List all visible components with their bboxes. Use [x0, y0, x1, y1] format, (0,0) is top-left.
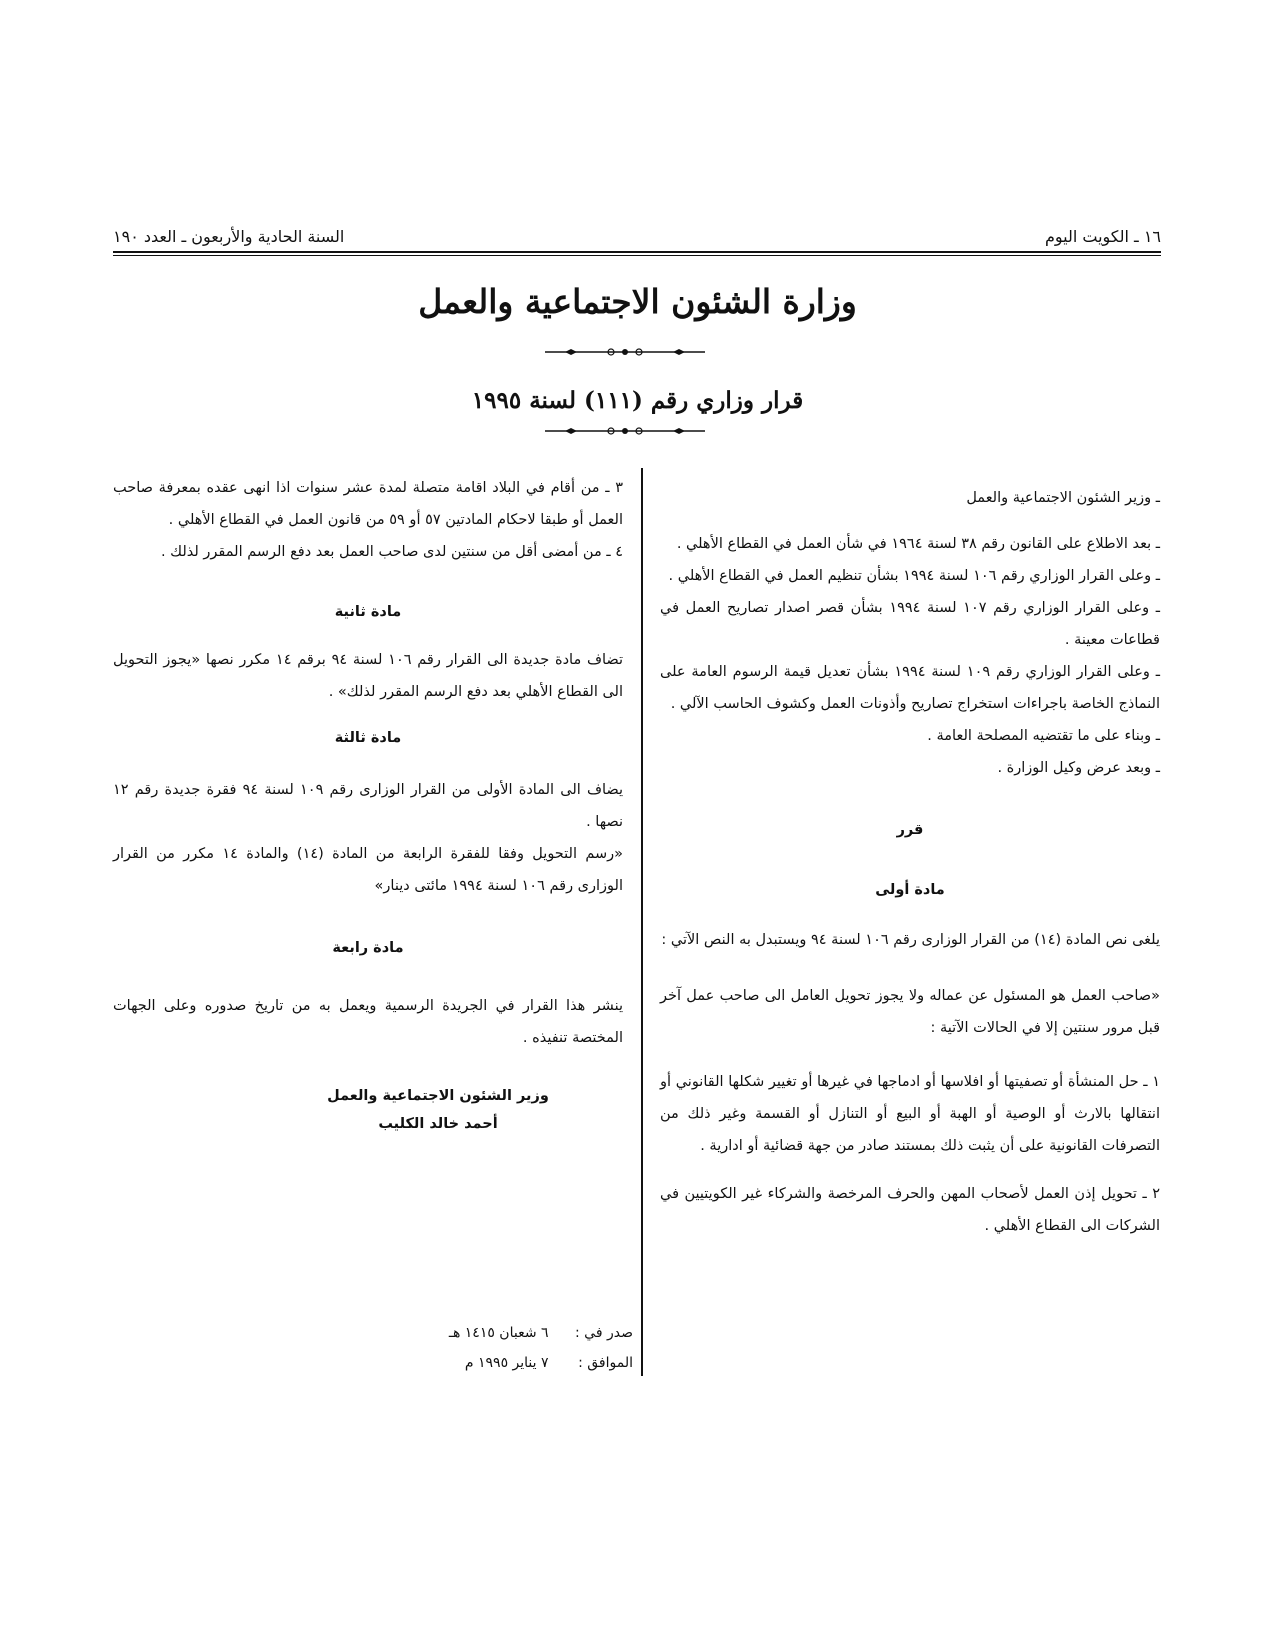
- ornament-divider-top: [545, 347, 705, 357]
- signature-block: [113, 1082, 623, 1138]
- case-item: ٢ ـ تحويل إذن العمل لأصحاب المهن والحرف المرخصة والشركاء غير الكويتيين في الشركات الى القطاع الأهلي .: [660, 1186, 1160, 1234]
- case-item: ٣ ـ من أقام في البلاد اقامة متصلة لمدة عشر سنوات اذا انهى عقده بمعرفة صاحب العمل أو طبقا لاحكام المادتين ٥٧ أو ٥٩ من قانون العمل في القطاع الأهلي .: [113, 480, 623, 528]
- article-two-heading: مادة ثانية: [334, 604, 402, 620]
- left-column: [113, 472, 623, 1138]
- signature-name: أحمد خالد الكليب: [378, 1116, 498, 1132]
- header-issue-info: السنة الحادية والأربعون ـ العدد ١٩٠: [113, 227, 345, 246]
- article-one-heading: مادة أولى: [875, 882, 945, 898]
- article-three-quote: «رسم التحويل وفقا للفقرة الرابعة من المادة (١٤) والمادة ١٤ مكرر من القرار الوزارى رقم ١٠٦ لسنة ١٩٩٤ مائتى دينار»: [113, 846, 623, 894]
- article-one-quote: «صاحب العمل هو المسئول عن عماله ولا يجوز تحويل العامل الى صاحب عمل آخر قبل مرور سنتين إلا في الحالات الآتية :: [660, 988, 1160, 1036]
- preamble-item: ـ وعلى القرار الوزاري رقم ١٠٦ لسنة ١٩٩٤ بشأن تنظيم العمل في القطاع الأهلي .: [668, 568, 1160, 584]
- article-two-text: تضاف مادة جديدة الى القرار رقم ١٠٦ لسنة ٩٤ برقم ١٤ مكرر نصها «يجوز التحويل الى القطاع الأهلي بعد دفع الرسم المقرر لذلك» .: [113, 652, 624, 700]
- preamble-item: ـ وعلى القرار الوزاري رقم ١٠٧ لسنة ١٩٩٤ بشأن قصر اصدار تصاريح العمل في قطاعات معينة .: [660, 600, 1160, 648]
- preamble-item: ـ وبعد عرض وكيل الوزارة .: [997, 760, 1160, 776]
- preamble-item: ـ وبناء على ما تقتضيه المصلحة العامة .: [927, 728, 1160, 744]
- header-page-info: ١٦ ـ الكويت اليوم: [1044, 227, 1161, 246]
- article-three-text: يضاف الى المادة الأولى من القرار الوزارى رقم ١٠٩ لسنة ٩٤ فقرة جديدة رقم ١٢ نصها .: [113, 782, 624, 830]
- corresponding-label: الموافق :: [578, 1355, 633, 1371]
- issued-label: صدر في :: [575, 1325, 633, 1341]
- corresponding-value: ٧ يناير ١٩٩٥ م: [464, 1355, 549, 1371]
- article-four-heading: مادة رابعة: [332, 940, 404, 956]
- preamble-minister: ـ وزير الشئون الاجتماعية والعمل: [966, 490, 1160, 506]
- ministry-title: وزارة الشئون الاجتماعية والعمل: [418, 282, 857, 321]
- case-item: ١ ـ حل المنشأة أو تصفيتها أو افلاسها أو ادماجها في غيرها أو تغيير شكلها القانوني أو انتقالها بالارث أو الوصية أو الهبة أو البيع أو التنازل أو القسمة وغير ذلك من التصرفات القانونية على أن يثبت ذلك بمستند صادر من جهة قضائية أو ادارية .: [660, 1074, 1160, 1154]
- right-column: [660, 482, 1160, 1242]
- article-three-heading: مادة ثالثة: [334, 730, 402, 746]
- signature-title: وزير الشئون الاجتماعية والعمل: [327, 1088, 549, 1104]
- column-divider: [641, 468, 643, 1376]
- article-one-text: يلغى نص المادة (١٤) من القرار الوزارى رقم ١٠٦ لسنة ٩٤ ويستبدل به النص الآتي :: [661, 932, 1160, 948]
- article-four-text: ينشر هذا القرار في الجريدة الرسمية ويعمل به من تاريخ صدوره وعلى الجهات المختصة تنفيذه .: [113, 998, 623, 1046]
- header-rule: [113, 251, 1161, 256]
- issued-row: [113, 1318, 633, 1348]
- issued-value: ٦ شعبان ١٤١٥ هـ: [448, 1325, 549, 1341]
- running-header: [113, 226, 1161, 250]
- decided-heading: قرر: [896, 822, 924, 838]
- ornament-divider-bottom: [545, 426, 705, 436]
- issue-date-block: [113, 1318, 633, 1378]
- corresponding-row: [113, 1348, 633, 1378]
- preamble-item: ـ بعد الاطلاع على القانون رقم ٣٨ لسنة ١٩٦٤ في شأن العمل في القطاع الأهلي .: [676, 536, 1160, 552]
- case-item: ٤ ـ من أمضى أقل من سنتين لدى صاحب العمل بعد دفع الرسم المقرر لذلك .: [160, 544, 623, 560]
- decision-title: قرار وزاري رقم (١١١) لسنة ١٩٩٥: [471, 387, 804, 414]
- preamble-item: ـ وعلى القرار الوزاري رقم ١٠٩ لسنة ١٩٩٤ بشأن تعديل قيمة الرسوم العامة على النماذج الخاصة باجراءات استخراج تصاريح وأذونات العمل وكشوف الحاسب الآلي .: [660, 664, 1160, 712]
